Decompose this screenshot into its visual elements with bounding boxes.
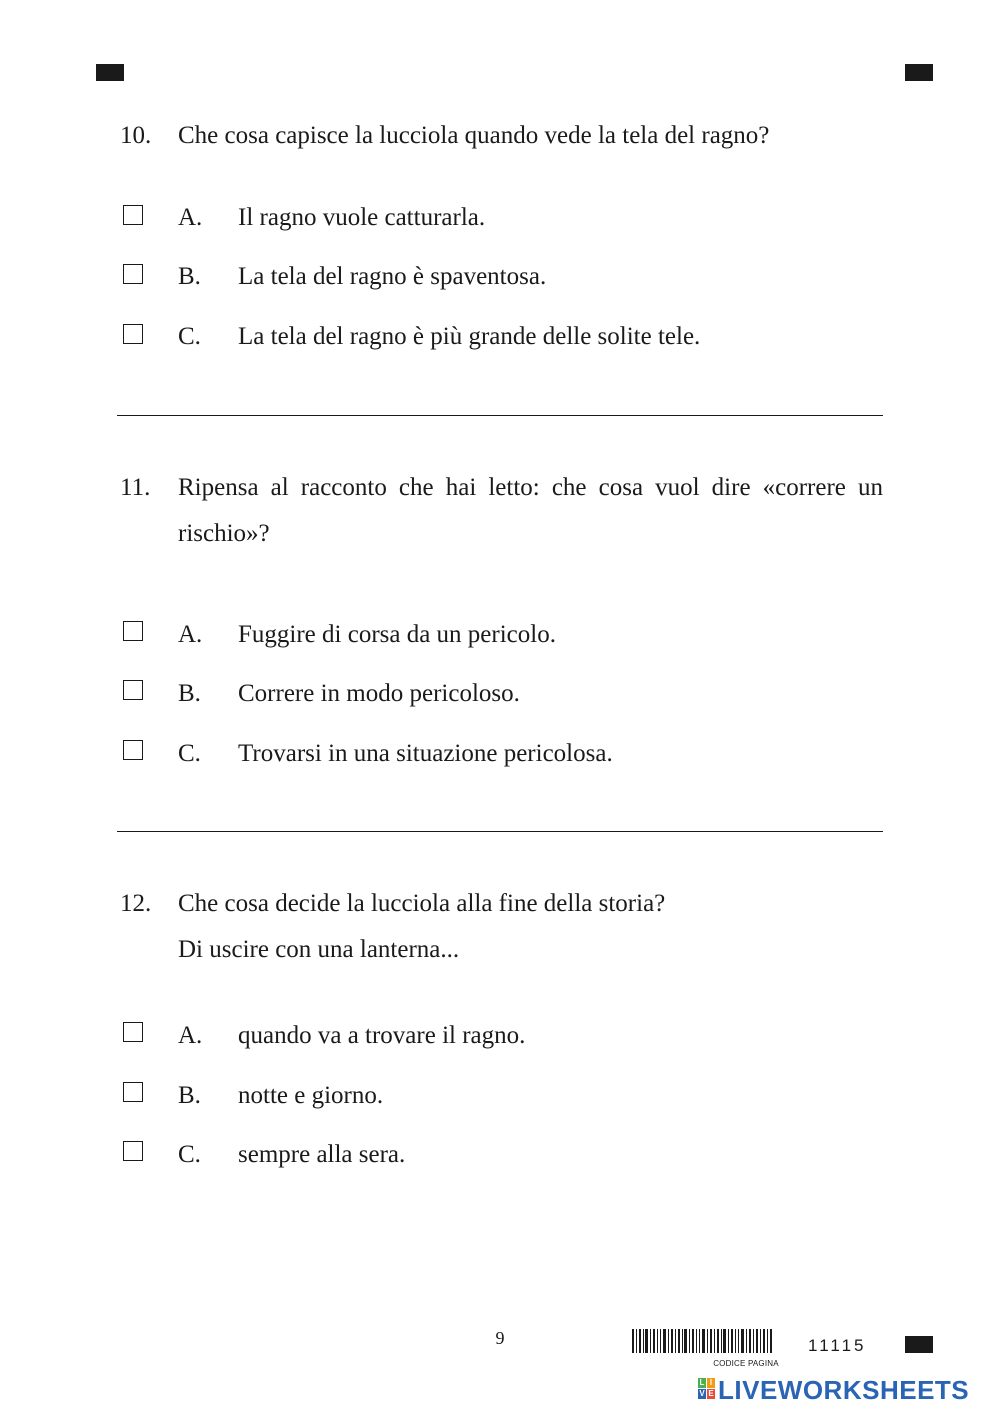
barcode-bar bbox=[707, 1329, 708, 1353]
barcode-bar bbox=[702, 1329, 705, 1353]
barcode-bar bbox=[692, 1329, 694, 1353]
question-text bbox=[178, 465, 883, 557]
question-line: Ripensa al racconto che hai letto: che cosa vuol dire «correre un bbox=[178, 474, 883, 501]
barcode-bar bbox=[749, 1329, 751, 1353]
page-code: 11115 bbox=[808, 1336, 867, 1355]
barcode-bar bbox=[696, 1329, 697, 1353]
question-line: Di uscire con una lanterna... bbox=[178, 936, 460, 963]
checkbox[interactable] bbox=[123, 264, 143, 284]
barcode-bar bbox=[682, 1329, 683, 1353]
barcode-bar bbox=[668, 1329, 669, 1353]
barcode-bar bbox=[770, 1329, 772, 1353]
barcode-bar bbox=[735, 1329, 736, 1353]
barcode-bar bbox=[643, 1329, 644, 1353]
barcode-bar bbox=[675, 1329, 676, 1353]
barcode-bar bbox=[721, 1329, 722, 1353]
barcode bbox=[632, 1329, 772, 1353]
option-letter: B. bbox=[178, 263, 201, 290]
barcode-bar bbox=[767, 1329, 768, 1353]
barcode-bar bbox=[660, 1329, 661, 1353]
question-number: 11. bbox=[120, 474, 151, 501]
barcode-bar bbox=[684, 1329, 687, 1353]
barcode-bar bbox=[678, 1329, 680, 1353]
barcode-bar bbox=[753, 1329, 754, 1353]
checkbox[interactable] bbox=[123, 621, 143, 641]
option-letter: A. bbox=[178, 204, 203, 231]
question-line: Che cosa decide la lucciola alla fine della storia? bbox=[178, 890, 666, 917]
barcode-bar bbox=[714, 1329, 715, 1353]
barcode-bar bbox=[653, 1329, 655, 1353]
checkbox[interactable] bbox=[123, 1082, 143, 1102]
barcode-bar bbox=[738, 1329, 739, 1353]
barcode-bar bbox=[671, 1329, 673, 1353]
option-text: La tela del ragno è spaventosa. bbox=[238, 263, 547, 290]
barcode-bar bbox=[760, 1329, 761, 1353]
barcode-bar bbox=[645, 1329, 648, 1353]
option-letter: A. bbox=[178, 621, 203, 648]
page-number: 9 bbox=[495, 1328, 505, 1348]
option-text: Il ragno vuole catturarla. bbox=[238, 204, 486, 231]
barcode-bar bbox=[657, 1329, 658, 1353]
question-number: 10. bbox=[120, 122, 152, 149]
logo-cell: L bbox=[699, 1378, 705, 1387]
checkbox[interactable] bbox=[123, 324, 143, 344]
option-letter: B. bbox=[178, 680, 201, 707]
option-letter: C. bbox=[178, 740, 201, 767]
option-text: Correre in modo pericoloso. bbox=[238, 680, 520, 707]
checkbox[interactable] bbox=[123, 205, 143, 225]
barcode-bar bbox=[741, 1329, 744, 1353]
barcode-bar bbox=[710, 1329, 712, 1353]
question-text bbox=[178, 113, 883, 159]
option-text: Trovarsi in una situazione pericolosa. bbox=[238, 740, 613, 767]
checkbox[interactable] bbox=[123, 1141, 143, 1161]
question-line: rischio»? bbox=[178, 520, 270, 547]
barcode-bar bbox=[650, 1329, 651, 1353]
barcode-bar bbox=[717, 1329, 719, 1353]
barcode-bar bbox=[663, 1329, 666, 1353]
barcode-bar bbox=[746, 1329, 747, 1353]
barcode-bar bbox=[632, 1329, 634, 1353]
option-text: quando va a trovare il ragno. bbox=[238, 1022, 526, 1049]
barcode-bar bbox=[756, 1329, 758, 1353]
logo-cell: I bbox=[707, 1378, 715, 1388]
registration-mark-top-right bbox=[905, 64, 933, 81]
question-number: 12. bbox=[120, 890, 152, 917]
divider bbox=[117, 831, 883, 832]
option-letter: C. bbox=[178, 323, 201, 350]
registration-mark-bottom-right bbox=[905, 1336, 933, 1353]
checkbox[interactable] bbox=[123, 740, 143, 760]
barcode-bar bbox=[636, 1329, 637, 1353]
checkbox[interactable] bbox=[123, 680, 143, 700]
option-letter: A. bbox=[178, 1022, 203, 1049]
registration-mark-top-left bbox=[96, 64, 124, 81]
option-text: La tela del ragno è più grande delle solite tele. bbox=[238, 323, 701, 350]
barcode-bar bbox=[728, 1329, 729, 1353]
option-text: sempre alla sera. bbox=[238, 1141, 406, 1168]
barcode-bar bbox=[723, 1329, 726, 1353]
logo-cell: V bbox=[699, 1389, 705, 1398]
option-letter: B. bbox=[178, 1082, 201, 1109]
barcode-bar bbox=[639, 1329, 641, 1353]
liveworksheets-watermark: LIVEWORKSHEETS bbox=[718, 1375, 970, 1405]
logo-cell: E bbox=[708, 1389, 714, 1398]
barcode-bar bbox=[731, 1329, 733, 1353]
option-letter: C. bbox=[178, 1141, 201, 1168]
divider bbox=[117, 415, 883, 416]
option-text: Fuggire di corsa da un pericolo. bbox=[238, 621, 556, 648]
barcode-bar bbox=[689, 1329, 690, 1353]
barcode-bar bbox=[763, 1329, 765, 1353]
barcode-bar bbox=[699, 1329, 700, 1353]
question-line: Che cosa capisce la lucciola quando vede la tela del ragno? bbox=[178, 122, 770, 149]
checkbox[interactable] bbox=[123, 1022, 143, 1042]
liveworksheets-logo-icon bbox=[698, 1378, 716, 1400]
barcode-caption: CODICE PAGINA bbox=[713, 1359, 779, 1368]
question-text bbox=[178, 881, 883, 973]
option-text: notte e giorno. bbox=[238, 1082, 384, 1109]
